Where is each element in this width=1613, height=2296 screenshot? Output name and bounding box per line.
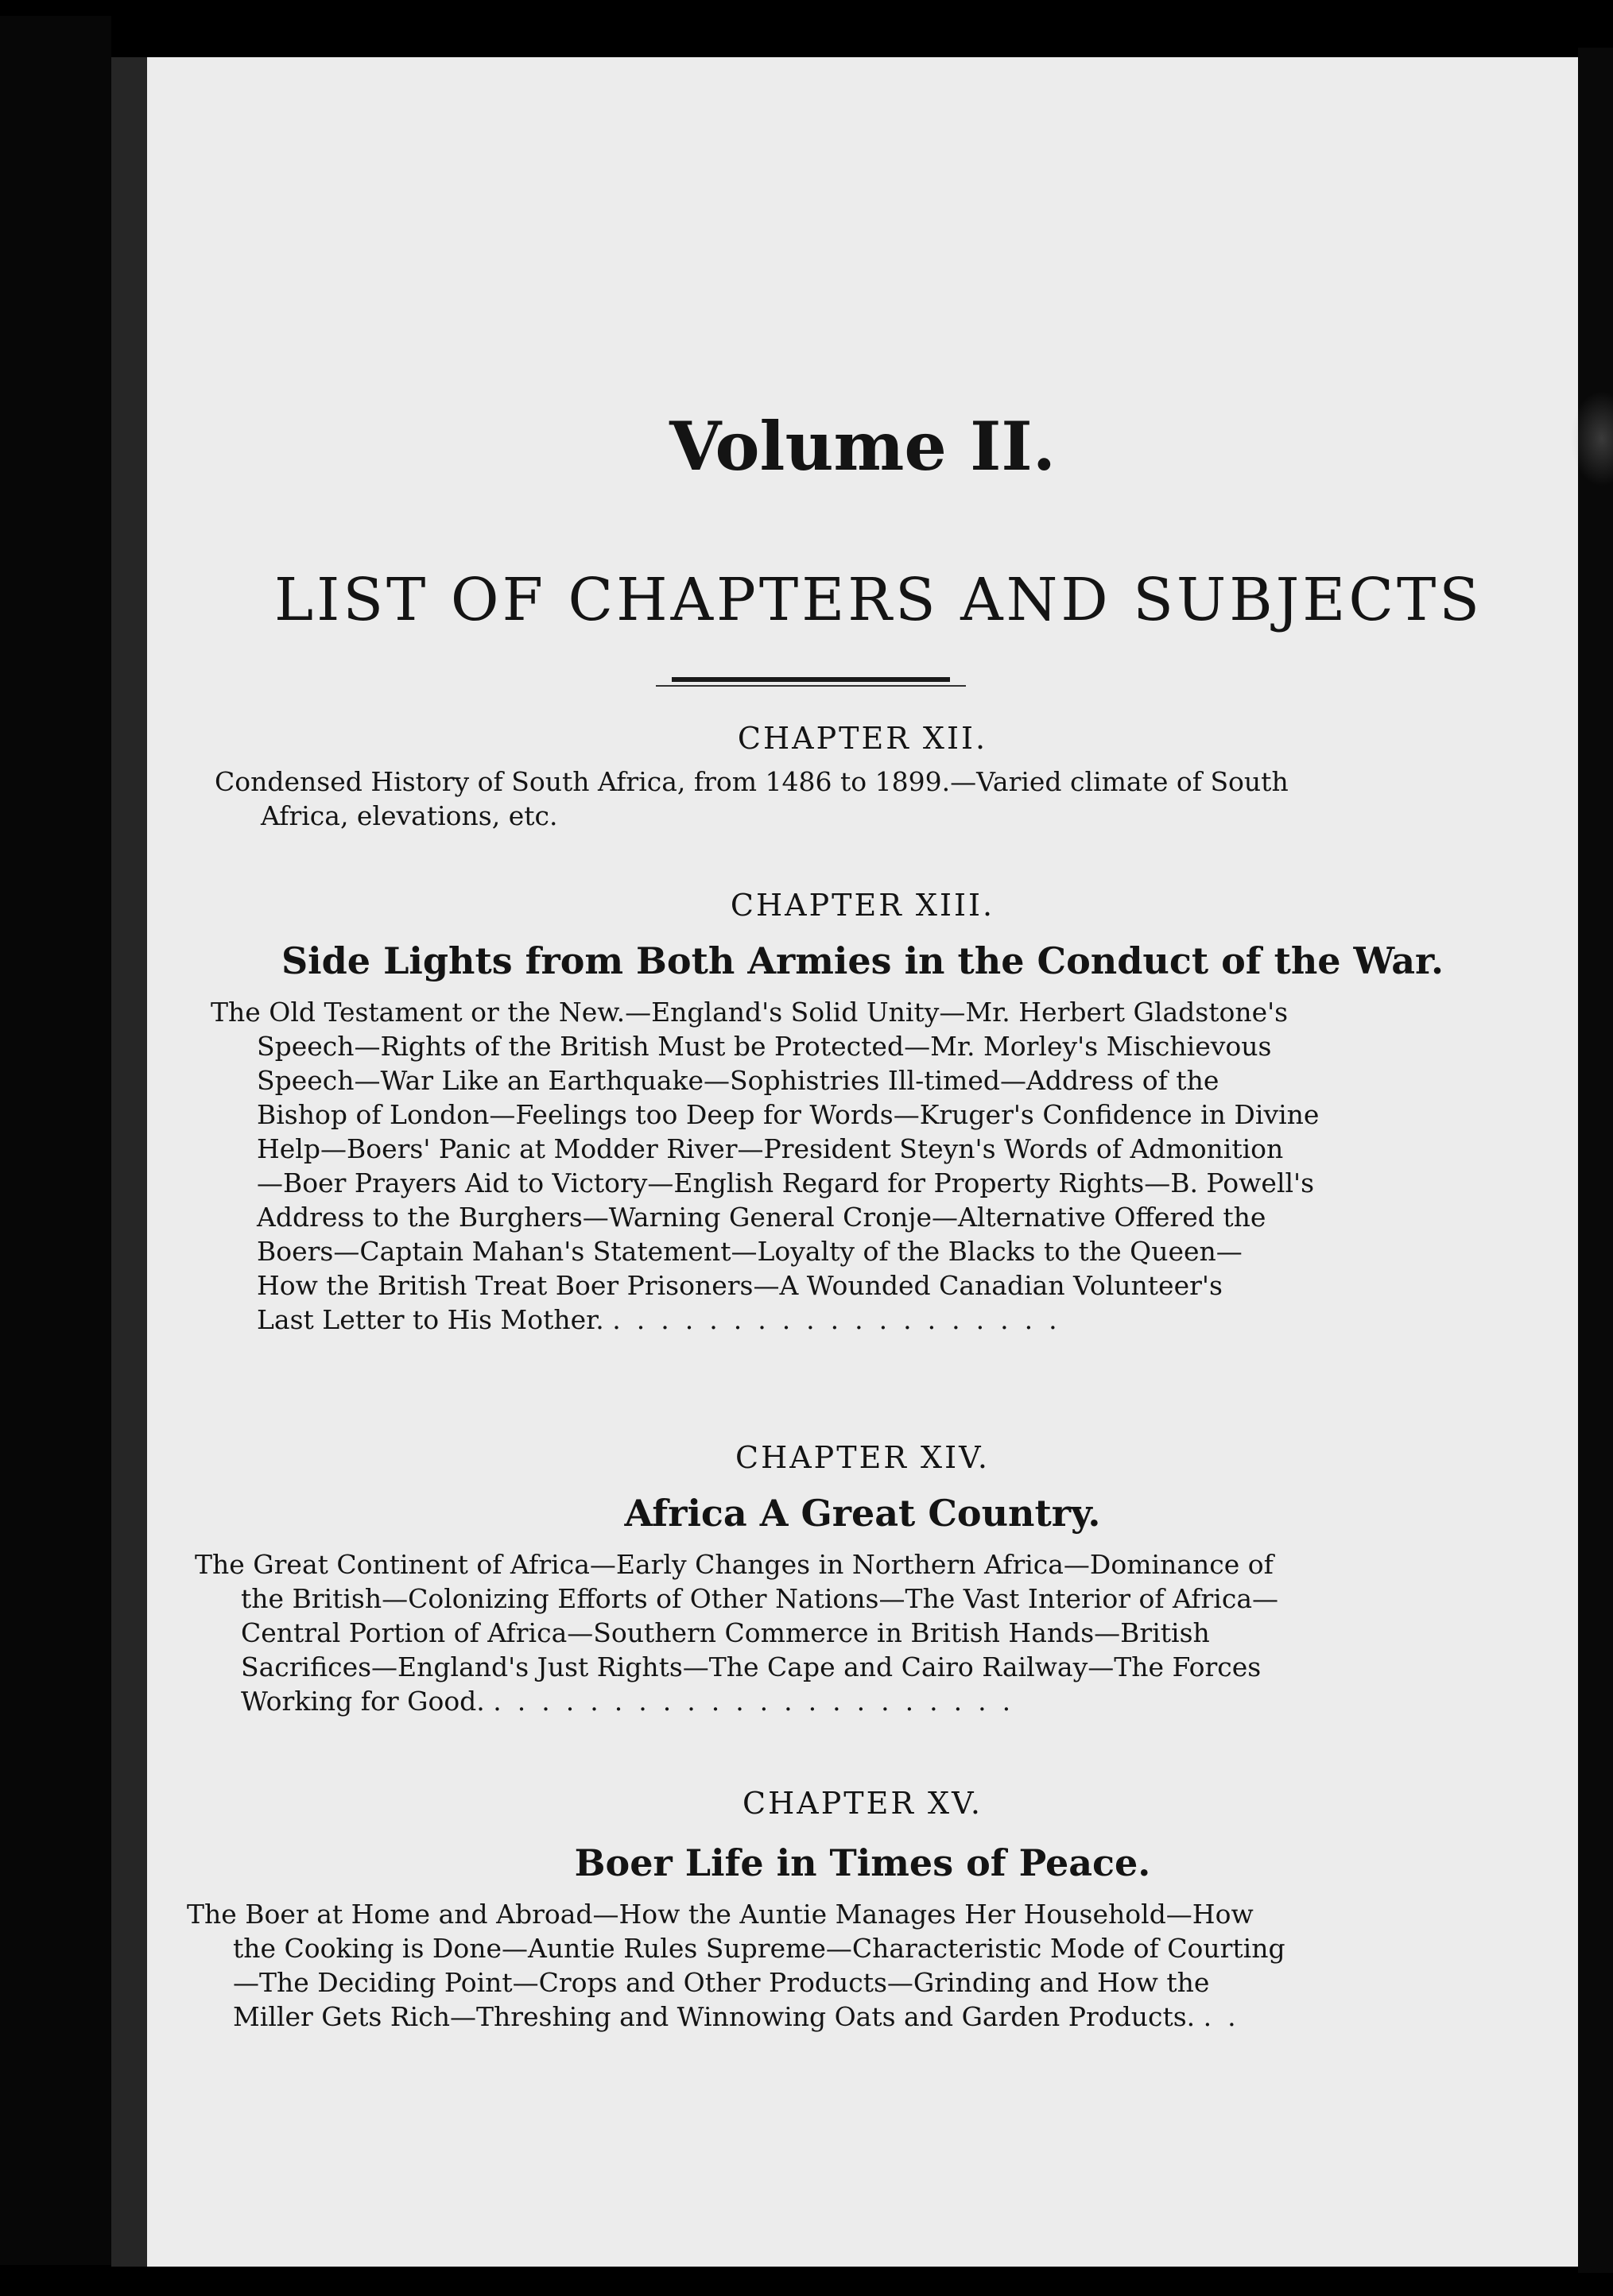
book-page [147,57,1578,2267]
chapter-12-heading: CHAPTER XII. [737,721,988,756]
dot-leader: ................... [612,1304,1073,1335]
summary-line-text: Working for Good. [241,1686,485,1717]
chapter-13-title: Side Lights from Both Armies in the Conduct of the War. [281,939,1444,982]
summary-line: Condensed History of South Africa, from 1486 to 1899.—Varied climate of South [215,766,1289,797]
chapter-15-summary [187,1897,1522,2034]
title-rule-thin [656,685,966,687]
summary-line: The Old Testament or the New.—England's Solid Unity—Mr. Herbert Gladstone's [211,997,1289,1028]
dot-leader: .. [1203,2001,1252,2032]
summary-line: The Boer at Home and Abroad—How the Auntie Manages Her Household—How [187,1899,1254,1930]
summary-line: —The Deciding Point—Crops and Other Products—Grinding and How the [233,1967,1210,1998]
summary-line: —Boer Prayers Aid to Victory—English Regard for Property Rights—B. Powell's [257,1167,1315,1198]
summary-line-text: Miller Gets Rich—Threshing and Winnowing Oats and Garden Products. [233,2001,1196,2032]
dot-leader: ...................... [493,1686,1027,1717]
chapter-15-title: Boer Life in Times of Peace. [574,1841,1151,1884]
summary-line [211,1303,1530,1337]
scan-left-margin [0,16,111,2265]
summary-line: Help—Boers' Panic at Modder River—President Steyn's Words of Admonition [257,1133,1284,1164]
list-title: LIST OF CHAPTERS AND SUBJECTS [273,566,1483,634]
summary-line: Boers—Captain Mahan's Statement—Loyalty of the Blacks to the Queen— [257,1236,1243,1267]
summary-line-text: Last Letter to His Mother. [257,1304,604,1335]
book-spine-shadow [111,57,148,2267]
chapter-13-summary [211,995,1530,1337]
summary-line: Address to the Burghers—Warning General Cronje—Alternative Offered the [257,1202,1266,1233]
chapter-14-title: Africa A Great Country. [624,1492,1101,1535]
summary-line: the Cooking is Done—Auntie Rules Supreme—Characteristic Mode of Courting [233,1933,1285,1964]
chapter-13-heading: CHAPTER XIII. [730,888,995,923]
summary-line: Speech—War Like an Earthquake—Sophistries Ill-timed—Address of the [257,1065,1219,1096]
summary-line: Central Portion of Africa—Southern Commerce in British Hands—British [241,1617,1210,1648]
chapter-14-heading: CHAPTER XIV. [735,1440,990,1475]
chapter-15-heading: CHAPTER XV. [743,1786,983,1821]
summary-line [187,2000,1522,2034]
scan-right-margin [1578,48,1613,2273]
summary-line: Africa, elevations, etc. [261,800,558,831]
chapter-12-summary [215,765,1518,833]
volume-title: Volume II. [669,407,1056,486]
summary-line: the British—Colonizing Efforts of Other Nations—The Vast Interior of Africa— [241,1583,1278,1614]
chapter-14-summary [195,1547,1530,1718]
summary-line: The Great Continent of Africa—Early Changes in Northern Africa—Dominance of [195,1549,1274,1580]
summary-line [195,1684,1530,1718]
title-rule [672,677,950,682]
summary-line: Speech—Rights of the British Must be Protected—Mr. Morley's Mischievous [257,1031,1272,1062]
summary-line: Bishop of London—Feelings too Deep for Words—Kruger's Confidence in Divine [257,1099,1320,1130]
summary-line: Sacrifices—England's Just Rights—The Cape and Cairo Railway—The Forces [241,1651,1262,1682]
summary-line: How the British Treat Boer Prisoners—A Wounded Canadian Volunteer's [257,1270,1223,1301]
